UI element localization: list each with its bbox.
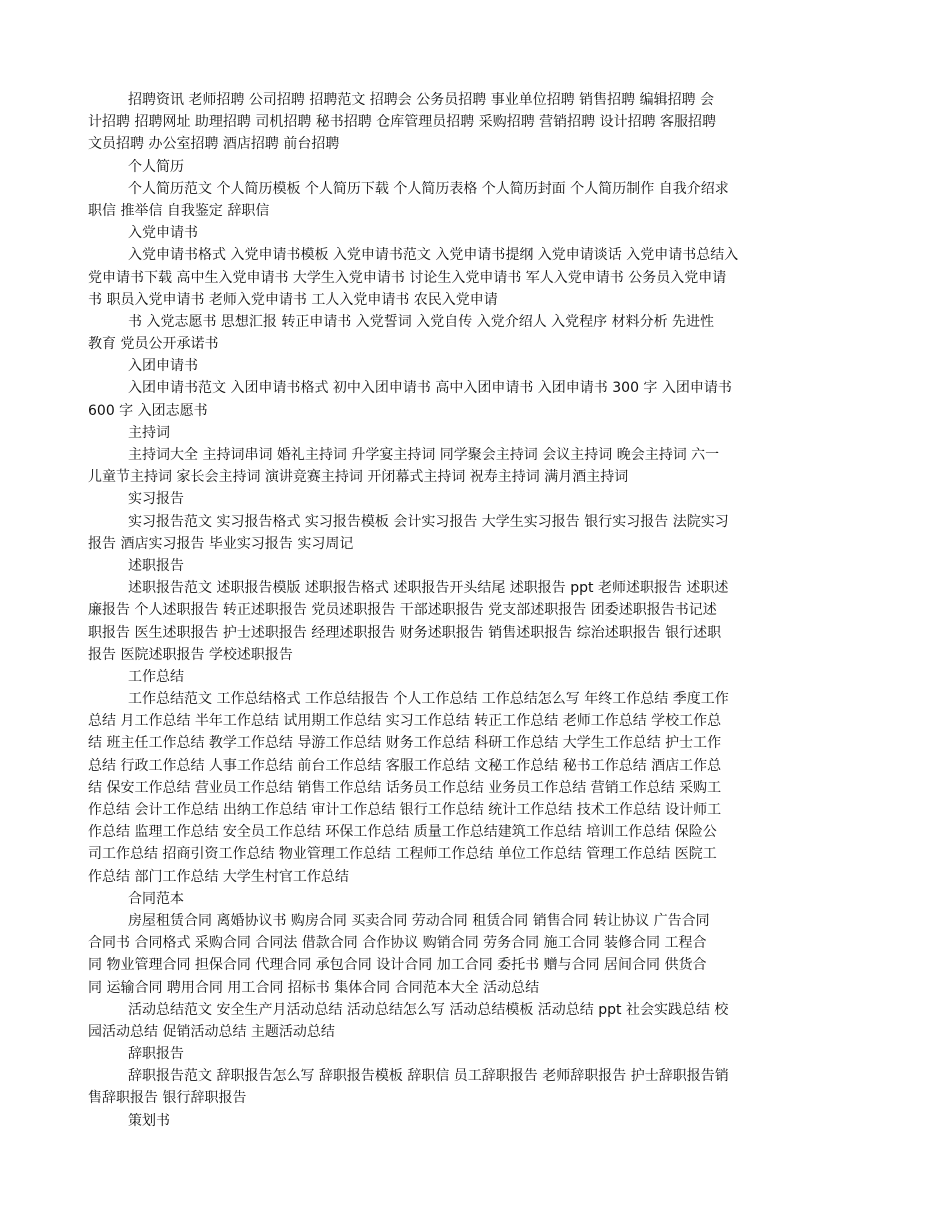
text-line: 个人简历范文 个人简历模板 个人简历下载 个人简历表格 个人简历封面 个人简历制作 自我介绍求 xyxy=(128,180,729,197)
text-line: 售辞职报告 银行辞职报告 xyxy=(88,1090,247,1107)
text-line: 活动总结范文 安全生产月活动总结 活动总结怎么写 活动总结模板 活动总结 ppt 社会实践总结 校 xyxy=(128,1001,729,1018)
text-line: 实习报告 xyxy=(128,491,184,508)
text-line: 廉报告 个人述职报告 转正述职报告 党员述职报告 干部述职报告 党支部述职报告 团委述职报告书记述 xyxy=(88,602,717,619)
text-line: 入团申请书 xyxy=(128,358,198,375)
text-line: 教育 党员公开承诺书 xyxy=(88,336,219,353)
text-line: 合同书 合同格式 采购合同 合同法 借款合同 合作协议 购销合同 劳务合同 施工合同 装修合同 工程合 xyxy=(88,935,707,952)
text-line: 总结 行政工作总结 人事工作总结 前台工作总结 客服工作总结 文秘工作总结 秘书工作总结 酒店工作总 xyxy=(88,757,722,774)
text-line: 结 班主任工作总结 教学工作总结 导游工作总结 财务工作总结 科研工作总结 大学生工作总结 护士工作 xyxy=(88,735,722,752)
text-line: 房屋租赁合同 离婚协议书 购房合同 买卖合同 劳动合同 租赁合同 销售合同 转让协议 广告合同 xyxy=(128,912,710,929)
text-line: 总结 月工作总结 半年工作总结 试用期工作总结 实习工作总结 转正工作总结 老师工作总结 学校工作总 xyxy=(88,713,722,730)
text-line: 工作总结 xyxy=(128,668,184,685)
text-line: 报告 酒店实习报告 毕业实习报告 实习周记 xyxy=(88,535,354,552)
text-line: 招聘资讯 老师招聘 公司招聘 招聘范文 招聘会 公务员招聘 事业单位招聘 销售招聘 编辑招聘 会 xyxy=(128,92,715,108)
text-line: 司工作总结 招商引资工作总结 物业管理工作总结 工程师工作总结 单位工作总结 管理工作总结 医院工 xyxy=(88,846,717,863)
text-line: 实习报告范文 实习报告格式 实习报告模板 会计实习报告 大学生实习报告 银行实习报告 法院实习 xyxy=(128,513,729,530)
text-line: 同 运输合同 聘用合同 用工合同 招标书 集体合同 合同范本大全 活动总结 xyxy=(88,979,540,996)
text-line: 入团申请书范文 入团申请书格式 初中入团申请书 高中入团申请书 入团申请书 300 字 入团申请书 xyxy=(128,380,732,397)
text-line: 入党申请书格式 入党申请书模板 入党申请书范文 入党申请书提纲 入党申请谈话 入党申请书总结入 xyxy=(128,247,739,264)
text-line: 个人简历 xyxy=(128,158,184,175)
text-line: 园活动总结 促销活动总结 主题活动总结 xyxy=(88,1023,335,1040)
text-line: 作总结 监理工作总结 安全员工作总结 环保工作总结 质量工作总结建筑工作总结 培训工作总结 保险公 xyxy=(88,824,717,841)
text-line: 职信 推举信 自我鉴定 辞职信 xyxy=(88,202,270,219)
text-line: 儿童节主持词 家长会主持词 演讲竞赛主持词 开闭幕式主持词 祝寿主持词 满月酒主持词 xyxy=(88,469,629,486)
text-line: 计招聘 招聘网址 助理招聘 司机招聘 秘书招聘 仓库管理员招聘 采购招聘 营销招聘 设计招聘 客服招聘 xyxy=(88,114,717,131)
text-line: 合同范本 xyxy=(128,890,184,907)
text-line: 辞职报告 xyxy=(128,1046,184,1063)
text-line: 主持词 xyxy=(128,424,170,441)
text-line: 报告 医院述职报告 学校述职报告 xyxy=(88,646,293,663)
text-line: 作总结 部门工作总结 大学生村官工作总结 xyxy=(88,868,349,885)
text-line: 同 物业管理合同 担保合同 代理合同 承包合同 设计合同 加工合同 委托书 赠与合同 居间合同 供货合 xyxy=(88,957,707,974)
text-line: 策划书 xyxy=(128,1112,170,1129)
text-line: 结 保安工作总结 营业员工作总结 销售工作总结 话务员工作总结 业务员工作总结 营销工作总结 采购工 xyxy=(88,779,722,796)
text-line: 工作总结范文 工作总结格式 工作总结报告 个人工作总结 工作总结怎么写 年终工作总结 季度工作 xyxy=(128,691,729,708)
text-line: 述职报告范文 述职报告模版 述职报告格式 述职报告开头结尾 述职报告 ppt 老师述职报告 述职述 xyxy=(128,580,729,597)
text-line: 述职报告 xyxy=(128,557,184,574)
text-line: 职报告 医生述职报告 护士述职报告 经理述职报告 财务述职报告 销售述职报告 综治述职报告 银行述职 xyxy=(88,624,722,641)
text-line: 600 字 入团志愿书 xyxy=(88,402,208,419)
text-line: 书 职员入党申请书 老师入党申请书 工人入党申请书 农民入党申请 xyxy=(88,291,498,308)
text-line: 书 入党志愿书 思想汇报 转正申请书 入党誓词 入党自传 入党介绍人 入党程序 材料分析 先进性 xyxy=(128,313,715,330)
text-line: 作总结 会计工作总结 出纳工作总结 审计工作总结 银行工作总结 统计工作总结 技术工作总结 设计师工 xyxy=(88,802,722,818)
text-line: 辞职报告范文 辞职报告怎么写 辞职报告模板 辞职信 员工辞职报告 老师辞职报告 护士辞职报告销 xyxy=(128,1068,729,1085)
text-line: 党申请书下载 高中生入党申请书 大学生入党申请书 讨论生入党申请书 军人入党申请书 公务员入党申请 xyxy=(88,269,727,286)
text-line: 主持词大全 主持词串词 婚礼主持词 升学宴主持词 同学聚会主持词 会议主持词 晚会主持词 六一 xyxy=(128,447,720,463)
text-line: 入党申请书 xyxy=(128,225,198,242)
text-line: 文员招聘 办公室招聘 酒店招聘 前台招聘 xyxy=(88,136,340,153)
